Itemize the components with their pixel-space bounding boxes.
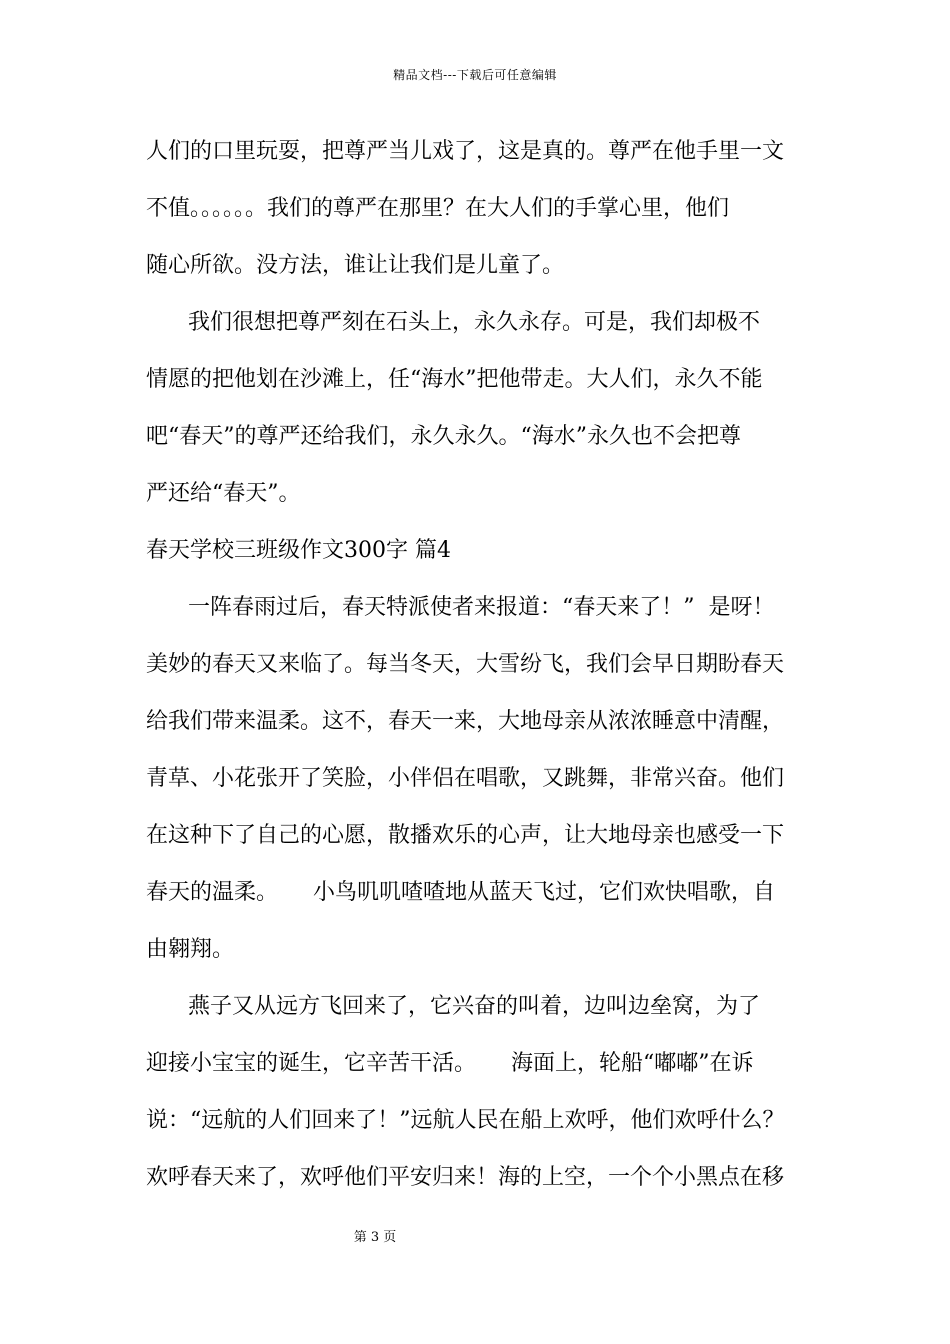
text-line: 青草、小花张开了笑脸，小伴侣在唱歌，又跳舞，非常兴奋。他们	[146, 766, 785, 791]
page-number: 第 3 页	[353, 1230, 397, 1245]
text-line: 燕子又从远方飞回来了，它兴奋的叫着，边叫边垒窝，为了	[146, 994, 760, 1019]
text-line: 由翱翔。	[146, 937, 235, 962]
text-line: 吧“春天”的尊严还给我们，永久永久。“海水”永久也不会把尊	[146, 424, 741, 449]
text-line: 人们的口里玩耍，把尊严当儿戏了，这是真的。尊严在他手里一文	[146, 139, 785, 164]
text-line: 不值。。。。。。我们的尊严在那里？在大人们的手掌心里，他们	[146, 196, 730, 221]
page-header: 精品文档---下载后可任意编辑	[393, 68, 557, 82]
text-line: 随心所欲。没方法，谁让让我们是儿童了。	[146, 253, 565, 278]
text-line: 说：“远航的人们回来了！”远航人民在船上欢呼，他们欢呼什么？	[146, 1108, 785, 1133]
text-line: 一阵春雨过后，春天特派使者来报道：“春天来了！” 是呀！	[146, 595, 775, 620]
text-line: 情愿的把他划在沙滩上，任“海水”把他带走。大人们，永久不能	[146, 367, 763, 392]
text-line: 在这种下了自己的心愿，散播欢乐的心声，让大地母亲也感受一下	[146, 823, 785, 848]
section-heading: 春天学校三班级作文300字 篇4	[146, 538, 451, 563]
text-line: 春天的温柔。 小鸟叽叽喳喳地从蓝天飞过，它们欢快唱歌，自	[146, 880, 775, 905]
text-line: 严还给“春天”。	[146, 481, 301, 506]
text-line: 欢呼春天来了，欢呼他们平安归来！海的上空，一个个小黑点在移	[146, 1165, 785, 1190]
text-line: 我们很想把尊严刻在石头上，永久永存。可是，我们却极不	[146, 310, 760, 335]
text-line: 美妙的春天又来临了。每当冬天，大雪纷飞，我们会早日期盼春天	[146, 652, 785, 677]
text-line: 迎接小宝宝的诞生，它辛苦干活。 海面上，轮船“嘟嘟”在诉	[146, 1051, 754, 1076]
text-line: 给我们带来温柔。这不，春天一来，大地母亲从浓浓睡意中清醒，	[146, 709, 785, 734]
